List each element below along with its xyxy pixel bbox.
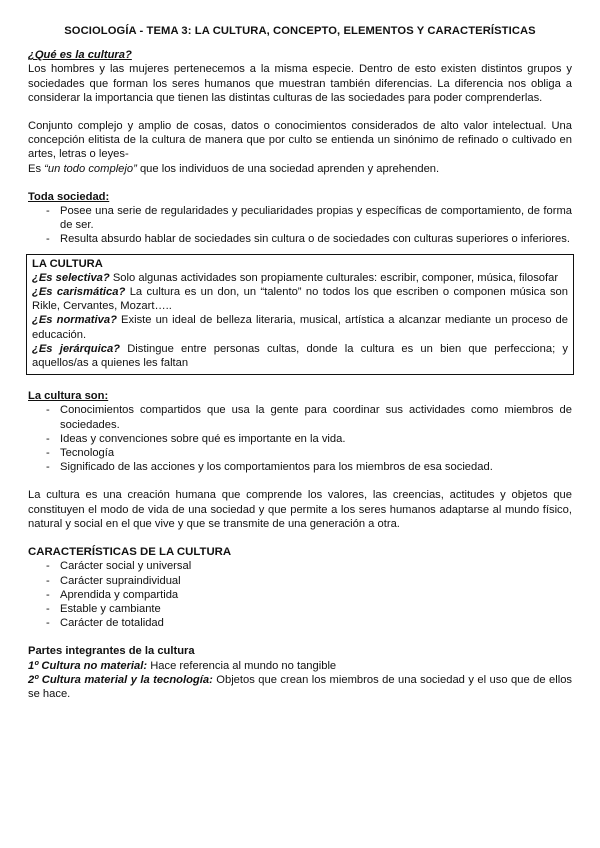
list-item: - Tecnología [28, 446, 572, 460]
parte-2-label: 2º Cultura material y la tecnología: [28, 673, 213, 686]
list-item: - Conocimientos compartidos que usa la gente para coordinar sus actividades como miembros de sociedades. [28, 403, 572, 431]
section-partes [28, 644, 572, 701]
box-question: ¿Es carismática? [32, 286, 126, 299]
heading-caracteristicas: CARACTERÍSTICAS DE LA CULTURA [28, 546, 232, 559]
section-toda-sociedad [28, 190, 572, 247]
parte-1-text: Hace referencia al mundo no tangible [147, 659, 337, 672]
document-page [28, 24, 572, 701]
box-answer: La cultura es un don, un “talento” no todos los que escriben o componen música son Rikle, Cervantes, Mozart….. [32, 286, 568, 313]
box-question: ¿Es jerárquica? [32, 342, 121, 355]
list-item: - Resulta absurdo hablar de sociedades sin cultura o de sociedades con culturas superiores o inferiores. [28, 232, 572, 246]
section-concepto [28, 119, 572, 176]
list-caracteristicas [28, 559, 572, 630]
list-item: - Significado de las acciones y los comportamientos para los miembros de esa sociedad. [28, 460, 572, 474]
heading-partes: Partes integrantes de la cultura [28, 645, 195, 658]
paragraph-definicion: La cultura es una creación humana que comprende los valores, las creencias, actitudes y objetos que constituyen el modo de vida de una sociedad y que permite a los seres humanos adaptarse al mundo físico, natural y social en el que vive y que se transmite de una generación a otra. [28, 489, 572, 530]
box-row-jerarquica [32, 342, 568, 370]
list-item: - Carácter social y universal [28, 559, 572, 573]
todo-complejo-pre: Es [28, 162, 45, 175]
document-title: SOCIOLOGÍA - TEMA 3: LA CULTURA, CONCEPTO, ELEMENTOS Y CARACTERÍSTICAS [64, 25, 536, 37]
paragraph-concepto: Conjunto complejo y amplio de cosas, datos o conocimientos considerados de alto valor intelectual. Una concepción elitista de la cultura de manera que por culto se entienda un sinónimo de refinado o cultivado en artes, letras o leyes- [28, 120, 572, 161]
la-cultura-box [26, 254, 574, 376]
box-answer: Distingue entre personas cultas, donde la cultura es un bien que perfecciona; y aquellos/as a quienes les faltan [32, 342, 568, 370]
heading-que-es-la-cultura: ¿Qué es la cultura? [28, 49, 132, 62]
box-question: ¿Es normativa? [32, 314, 117, 327]
parte-2 [28, 673, 572, 701]
paragraph-todo-complejo [28, 162, 572, 176]
heading-la-cultura-son: La cultura son: [28, 390, 109, 403]
box-answer: Solo algunas actividades son propiamente culturales: escribir, componer, música, filosofar [109, 271, 559, 284]
list-item: - Posee una serie de regularidades y peculiaridades propias y específicas de comportamiento, de forma de ser. [28, 204, 572, 232]
todo-complejo-post: que los individuos de una sociedad aprenden y aprehenden. [136, 162, 440, 175]
box-answer: Existe un ideal de belleza literaria, musical, artística a alcanzar mediante un proceso de educación. [32, 314, 568, 341]
parte-1-label: 1º Cultura no material: [28, 659, 148, 672]
box-title: LA CULTURA [32, 257, 103, 270]
list-item: - Aprendida y compartida [28, 588, 572, 602]
section-que-es [28, 48, 572, 105]
paragraph-intro: Los hombres y las mujeres pertenecemos a la misma especie. Dentro de esto existen distintos grupos y sociedades que forman los seres humanos que muestran también diferencias. La diferencia nos obliga a considerar la importancia que tienen las distintas culturas de las sociedades para poder comprenderlas. [28, 63, 572, 104]
list-item: - Estable y cambiante [28, 602, 572, 616]
section-caracteristicas [28, 545, 572, 630]
list-toda-sociedad [28, 204, 572, 247]
box-row-selectiva [32, 271, 568, 285]
list-item: - Ideas y convenciones sobre qué es importante en la vida. [28, 432, 572, 446]
list-item: - Carácter supraindividual [28, 574, 572, 588]
heading-toda-sociedad: Toda sociedad: [28, 190, 110, 203]
parte-1 [28, 659, 572, 673]
list-la-cultura-son [28, 403, 572, 474]
section-la-cultura-son [28, 389, 572, 474]
box-row-normativa [32, 313, 568, 341]
box-question: ¿Es selectiva? [32, 271, 110, 284]
todo-complejo-quote: “un todo complejo” [44, 162, 137, 175]
box-row-carismatica [32, 285, 568, 313]
list-item: - Carácter de totalidad [28, 616, 572, 630]
parte-2-text: Objetos que crean los miembros de una sociedad y el uso que de ellos se hace. [28, 673, 573, 700]
